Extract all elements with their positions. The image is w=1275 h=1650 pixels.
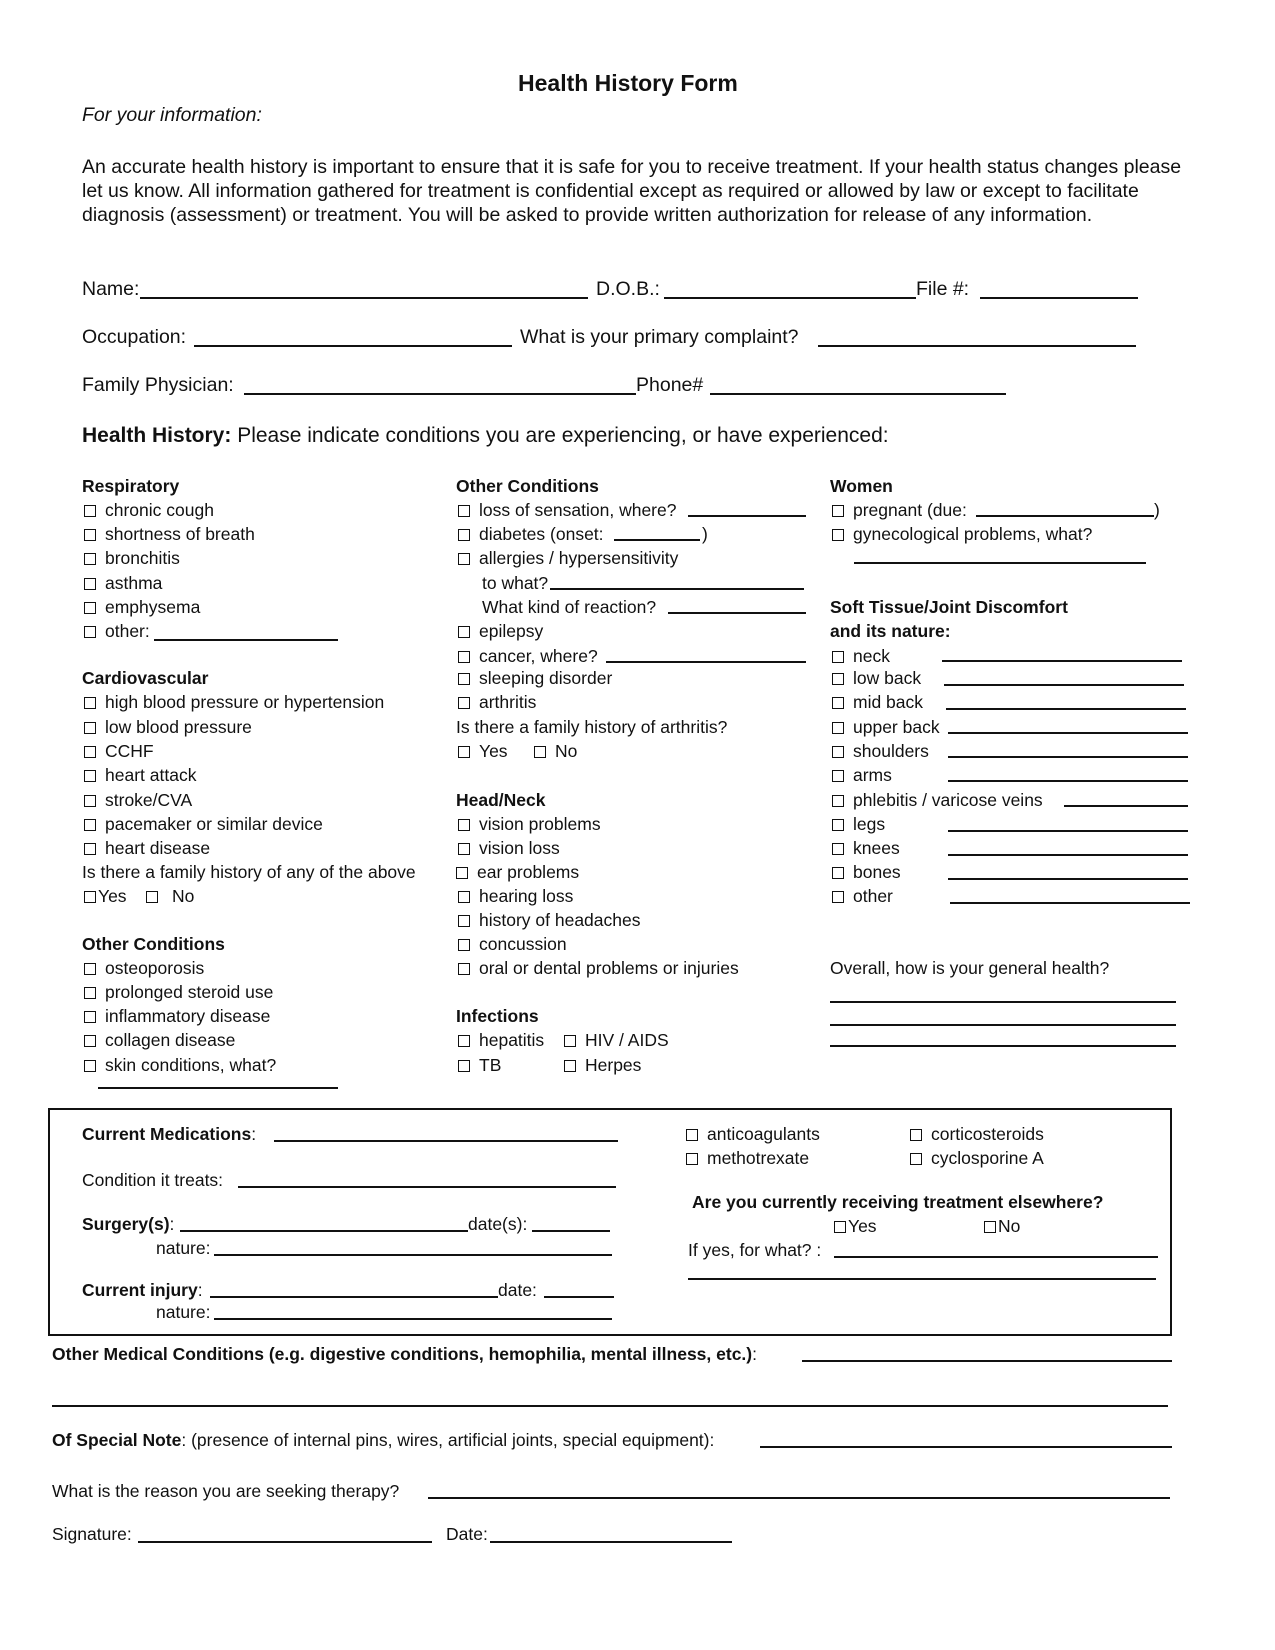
checkbox-box[interactable] [832, 651, 844, 663]
checkbox-box[interactable] [832, 795, 844, 807]
current-injury-field[interactable] [210, 1296, 498, 1298]
label: emphysema [105, 597, 201, 617]
checkbox-box[interactable] [832, 673, 844, 685]
checkbox-tb[interactable] [458, 1055, 501, 1076]
if-yes-field-2[interactable] [688, 1278, 1156, 1280]
head-neck-heading: Head/Neck [456, 790, 546, 810]
checkbox-hiv[interactable] [564, 1030, 669, 1051]
checkbox-box[interactable] [84, 1035, 96, 1047]
condition-treats-field[interactable] [238, 1186, 616, 1188]
checkbox-pregnant[interactable] [832, 500, 967, 521]
checkbox-box[interactable] [458, 1060, 470, 1072]
current-medications-label [82, 1124, 256, 1145]
soft-other-field[interactable] [950, 902, 1190, 904]
special-note-text: Of Special Note [52, 1430, 182, 1450]
label: hepatitis [479, 1030, 545, 1050]
upper-back-field[interactable] [948, 732, 1188, 734]
label: sleeping disorder [479, 668, 613, 688]
other-medical-label [52, 1344, 757, 1365]
checkbox-box[interactable] [456, 867, 468, 879]
checkbox-box[interactable] [84, 553, 96, 565]
checkbox-osteoporosis[interactable] [84, 958, 204, 979]
checkbox-box[interactable] [834, 1221, 846, 1233]
label: No [998, 1216, 1021, 1236]
condition-treats-label: Condition it treats: [82, 1170, 224, 1190]
checkbox-box[interactable] [686, 1153, 698, 1165]
checkbox-box[interactable] [458, 819, 470, 831]
checkbox-heart-attack[interactable] [84, 765, 196, 786]
surgery-nature-field[interactable] [214, 1254, 612, 1256]
checkbox-concussion[interactable] [458, 934, 567, 955]
checkbox-steroid-use[interactable] [84, 982, 273, 1003]
checkbox-emphysema[interactable] [84, 597, 200, 618]
checkbox-box[interactable] [458, 626, 470, 638]
label: shortness of breath [105, 524, 255, 544]
checkbox-box[interactable] [910, 1129, 922, 1141]
checkbox-arms[interactable] [832, 765, 892, 786]
label: bronchitis [105, 548, 180, 568]
therapy-reason-field[interactable] [428, 1497, 1170, 1499]
phone-field[interactable] [710, 393, 1006, 395]
label: shoulders [853, 741, 929, 761]
label: low back [853, 668, 922, 688]
knees-field[interactable] [948, 854, 1188, 856]
special-note-detail: : (presence of internal pins, wires, artificial joints, special equipment): [181, 1430, 715, 1450]
checkbox-box[interactable] [84, 746, 96, 758]
checkbox-box[interactable] [984, 1221, 996, 1233]
injury-nature-label: nature: [156, 1302, 211, 1322]
checkbox-box[interactable] [458, 697, 470, 709]
other-conditions-left-heading: Other Conditions [82, 934, 225, 954]
label: loss of sensation, where? [479, 500, 677, 520]
label: collagen disease [105, 1030, 236, 1050]
diabetes-onset-field[interactable] [614, 539, 700, 541]
physician-label: Family Physician: [82, 374, 234, 396]
checkbox-sleeping[interactable] [458, 668, 612, 689]
checkbox-box[interactable] [832, 891, 844, 903]
checkbox-box[interactable] [84, 963, 96, 975]
label: neck [853, 646, 890, 666]
injury-date-field[interactable] [544, 1296, 614, 1298]
checkbox-shoulders[interactable] [832, 741, 929, 762]
checkbox-box[interactable] [458, 746, 470, 758]
checkbox-bronchitis[interactable] [84, 548, 180, 569]
if-yes-label: If yes, for what? : [688, 1240, 822, 1260]
checkbox-legs[interactable] [832, 814, 885, 835]
checkbox-arthritis[interactable] [458, 692, 536, 713]
current-injury-label [82, 1280, 203, 1301]
checkbox-ear-problems[interactable] [456, 862, 579, 883]
soft-tissue-subheading: and its nature: [830, 621, 951, 641]
label: oral or dental problems or injuries [479, 958, 739, 978]
label: mid back [853, 692, 924, 712]
label: upper back [853, 717, 940, 737]
checkbox-box[interactable] [534, 746, 546, 758]
checkbox-low-back[interactable] [832, 668, 921, 689]
checkbox-box[interactable] [832, 722, 844, 734]
respiratory-other-field[interactable] [154, 639, 338, 641]
current-injury-text: Current injury [82, 1280, 198, 1300]
checkbox-soft-other[interactable] [832, 886, 893, 907]
intro-text: An accurate health history is important to ensure that it is safe for you to receive treatment. If your health status changes please let us know. All information gathered for treatment is confidential except as required or allowed by law or except to facilitate diagnosis (assessment) or treatment. You will be asked to provide written authorization for release of any information. [82, 156, 1182, 226]
checkbox-neck[interactable] [832, 646, 890, 667]
arms-field[interactable] [948, 780, 1188, 782]
checkbox-oral-dental[interactable] [458, 958, 739, 979]
label: other: [105, 621, 150, 641]
label: other [853, 886, 893, 906]
surgery-dates-field[interactable] [532, 1230, 610, 1232]
checkbox-box[interactable] [146, 891, 158, 903]
neck-field[interactable] [942, 660, 1182, 662]
label: osteoporosis [105, 958, 205, 978]
occupation-field[interactable] [194, 345, 512, 347]
respiratory-heading: Respiratory [82, 476, 180, 496]
label: skin conditions, what? [105, 1055, 277, 1075]
checkbox-cchf[interactable] [84, 741, 154, 762]
elsewhere-yes[interactable] [834, 1216, 877, 1237]
checkbox-box[interactable] [84, 1060, 96, 1072]
health-history-heading [82, 424, 889, 448]
legs-field[interactable] [948, 830, 1188, 832]
label: Herpes [585, 1055, 642, 1075]
arthritis-family-question: Is there a family history of arthritis? [456, 717, 728, 737]
treatment-elsewhere-question: Are you currently receiving treatment elsewhere? [692, 1192, 1104, 1212]
soft-tissue-heading: Soft Tissue/Joint Discomfort [830, 597, 1068, 617]
label: legs [853, 814, 886, 834]
label: heart disease [105, 838, 211, 858]
checkbox-box[interactable] [84, 505, 96, 517]
checkbox-hearing-loss[interactable] [458, 886, 573, 907]
checkbox-low-blood-pressure[interactable] [84, 717, 252, 738]
phone-label: Phone# [636, 374, 704, 396]
label: anticoagulants [707, 1124, 820, 1144]
women-heading: Women [830, 476, 893, 496]
surgery-label [82, 1214, 174, 1235]
checkbox-corticosteroids[interactable] [910, 1124, 1044, 1145]
checkbox-box[interactable] [910, 1153, 922, 1165]
loss-sensation-field[interactable] [688, 515, 806, 517]
date-label: Date: [446, 1524, 488, 1544]
checkbox-box[interactable] [832, 867, 844, 879]
label: concussion [479, 934, 567, 954]
pregnant-close: ) [1154, 500, 1160, 520]
label: arms [853, 765, 892, 785]
signature-field[interactable] [138, 1541, 432, 1543]
label: cyclosporine A [931, 1148, 1044, 1168]
checkbox-respiratory-other[interactable] [84, 621, 150, 642]
phlebitis-field[interactable] [1064, 805, 1188, 807]
label: pregnant (due: [853, 500, 967, 520]
special-note-field[interactable] [760, 1446, 1172, 1448]
checkbox-box[interactable] [84, 795, 96, 807]
other-medical-field-2[interactable] [52, 1405, 1168, 1407]
skin-conditions-field[interactable] [98, 1087, 338, 1089]
pregnant-due-field[interactable] [976, 515, 1154, 517]
checkbox-anticoagulants[interactable] [686, 1124, 820, 1145]
page-title: Health History Form [518, 70, 738, 96]
cardio-family-no[interactable] [146, 886, 194, 907]
signature-label: Signature: [52, 1524, 132, 1544]
mid-back-field[interactable] [946, 708, 1186, 710]
arthritis-family-no[interactable] [534, 741, 577, 762]
allergies-to-what-label: to what? [482, 573, 549, 593]
gynecological-field[interactable] [854, 562, 1146, 564]
health-history-instruction: Please indicate conditions you are experiencing, or have experienced: [237, 424, 889, 447]
checkbox-chronic-cough[interactable] [84, 500, 214, 521]
checkbox-box[interactable] [84, 602, 96, 614]
checkbox-box[interactable] [84, 529, 96, 541]
arthritis-family-yes[interactable] [458, 741, 508, 762]
checkbox-box[interactable] [84, 770, 96, 782]
label: arthritis [479, 692, 537, 712]
label: HIV / AIDS [585, 1030, 669, 1050]
label: asthma [105, 573, 163, 593]
checkbox-cancer[interactable] [458, 646, 598, 667]
reaction-field[interactable] [668, 612, 806, 614]
general-health-line-3[interactable] [830, 1045, 1176, 1047]
label: inflammatory disease [105, 1006, 271, 1026]
checkbox-diabetes[interactable] [458, 524, 604, 545]
checkbox-box[interactable] [84, 578, 96, 590]
label: gynecological problems, what? [853, 524, 1093, 544]
complaint-field[interactable] [818, 345, 1136, 347]
label: knees [853, 838, 900, 858]
checkbox-herpes[interactable] [564, 1055, 641, 1076]
checkbox-box[interactable] [84, 891, 96, 903]
bones-field[interactable] [948, 878, 1188, 880]
label: No [172, 886, 195, 906]
checkbox-box[interactable] [458, 963, 470, 975]
checkbox-knees[interactable] [832, 838, 900, 859]
checkbox-box[interactable] [458, 673, 470, 685]
reaction-label: What kind of reaction? [482, 597, 657, 617]
shoulders-field[interactable] [948, 756, 1188, 758]
checkbox-shortness-of-breath[interactable] [84, 524, 255, 545]
label: Yes [479, 741, 508, 761]
checkbox-box[interactable] [458, 939, 470, 951]
info-label: For your information: [82, 104, 262, 126]
checkbox-bones[interactable] [832, 862, 901, 883]
dob-field[interactable] [664, 297, 916, 299]
other-conditions-mid-heading: Other Conditions [456, 476, 599, 496]
label: phlebitis / varicose veins [853, 790, 1043, 810]
injury-nature-field[interactable] [214, 1318, 612, 1320]
occupation-label: Occupation: [82, 326, 187, 348]
surgery-text: Surgery(s) [82, 1214, 170, 1234]
checkbox-heart-disease[interactable] [84, 838, 210, 859]
label: low blood pressure [105, 717, 252, 737]
colon: : [197, 1280, 203, 1300]
label: vision problems [479, 814, 601, 834]
checkbox-box[interactable] [832, 505, 844, 517]
label: stroke/CVA [105, 790, 193, 810]
checkbox-vision-problems[interactable] [458, 814, 601, 835]
checkbox-box[interactable] [458, 843, 470, 855]
other-medical-text: Other Medical Conditions (e.g. digestive conditions, hemophilia, mental illness, etc.) [52, 1344, 753, 1364]
infections-heading: Infections [456, 1006, 539, 1026]
label: bones [853, 862, 901, 882]
current-medications-text: Current Medications [82, 1124, 252, 1144]
checkbox-box[interactable] [832, 819, 844, 831]
label: TB [479, 1055, 502, 1075]
surgery-dates-label: date(s): [468, 1214, 528, 1234]
checkbox-vision-loss[interactable] [458, 838, 560, 859]
checkbox-box[interactable] [84, 626, 96, 638]
checkbox-box[interactable] [832, 697, 844, 709]
checkbox-stroke[interactable] [84, 790, 192, 811]
checkbox-collagen[interactable] [84, 1030, 235, 1051]
cardio-family-yes[interactable] [84, 886, 127, 907]
surgery-nature-label: nature: [156, 1238, 211, 1258]
label: corticosteroids [931, 1124, 1044, 1144]
label: Yes [848, 1216, 877, 1236]
label: diabetes (onset: [479, 524, 604, 544]
label: prolonged steroid use [105, 982, 274, 1002]
label: methotrexate [707, 1148, 810, 1168]
general-health-line-2[interactable] [830, 1024, 1176, 1026]
checkbox-box[interactable] [84, 987, 96, 999]
checkbox-box[interactable] [832, 529, 844, 541]
therapy-reason-label: What is the reason you are seeking therapy? [52, 1481, 400, 1501]
checkbox-methotrexate[interactable] [686, 1148, 809, 1169]
checkbox-box[interactable] [458, 891, 470, 903]
label: allergies / hypersensitivity [479, 548, 679, 568]
label: hearing loss [479, 886, 574, 906]
checkbox-hypertension[interactable] [84, 692, 384, 713]
label: cancer, where? [479, 646, 598, 666]
colon: : [169, 1214, 175, 1234]
checkbox-epilepsy[interactable] [458, 621, 543, 642]
checkbox-headaches[interactable] [458, 910, 641, 931]
allergies-to-what-field[interactable] [550, 588, 804, 590]
checkbox-box[interactable] [458, 651, 470, 663]
general-health-line-1[interactable] [830, 1001, 1176, 1003]
checkbox-cyclosporine[interactable] [910, 1148, 1044, 1169]
label: epilepsy [479, 621, 544, 641]
surgery-field[interactable] [180, 1230, 468, 1232]
injury-date-label: date: [498, 1280, 537, 1300]
name-label: Name: [82, 278, 140, 300]
name-field[interactable] [140, 297, 588, 299]
if-yes-field[interactable] [834, 1256, 1158, 1258]
checkbox-box[interactable] [458, 529, 470, 541]
file-field[interactable] [980, 297, 1138, 299]
file-label: File #: [916, 278, 970, 300]
cancer-field[interactable] [606, 661, 806, 663]
cardiovascular-heading: Cardiovascular [82, 668, 209, 688]
checkbox-box[interactable] [832, 746, 844, 758]
checkbox-box[interactable] [458, 553, 470, 565]
checkbox-asthma[interactable] [84, 573, 162, 594]
label: No [555, 741, 578, 761]
checkbox-allergies[interactable] [458, 548, 678, 569]
other-medical-field[interactable] [802, 1360, 1172, 1362]
checkbox-box[interactable] [84, 697, 96, 709]
label: vision loss [479, 838, 560, 858]
label: Yes [98, 886, 127, 906]
physician-field[interactable] [244, 393, 636, 395]
cardio-family-question: Is there a family history of any of the above [82, 862, 416, 882]
checkbox-box[interactable] [84, 1011, 96, 1023]
checkbox-phlebitis[interactable] [832, 790, 1043, 811]
checkbox-mid-back[interactable] [832, 692, 923, 713]
label: heart attack [105, 765, 197, 785]
label: pacemaker or similar device [105, 814, 323, 834]
checkbox-skin[interactable] [84, 1055, 276, 1076]
checkbox-pacemaker[interactable] [84, 814, 323, 835]
checkbox-box[interactable] [84, 722, 96, 734]
special-note-label [52, 1430, 714, 1451]
complaint-label: What is your primary complaint? [520, 326, 799, 348]
date-field[interactable] [490, 1541, 732, 1543]
checkbox-box[interactable] [458, 1035, 470, 1047]
label: history of headaches [479, 910, 641, 930]
checkbox-box[interactable] [458, 505, 470, 517]
checkbox-box[interactable] [84, 819, 96, 831]
checkbox-gynecological[interactable] [832, 524, 1092, 545]
checkbox-inflammatory[interactable] [84, 1006, 270, 1027]
colon: : [251, 1124, 257, 1144]
checkbox-upper-back[interactable] [832, 717, 940, 738]
elsewhere-no[interactable] [984, 1216, 1020, 1237]
label: chronic cough [105, 500, 214, 520]
checkbox-box[interactable] [832, 843, 844, 855]
checkbox-box[interactable] [84, 843, 96, 855]
checkbox-box[interactable] [686, 1129, 698, 1141]
label: high blood pressure or hypertension [105, 692, 385, 712]
colon: : [752, 1344, 757, 1364]
checkbox-box[interactable] [458, 915, 470, 927]
current-medications-field[interactable] [274, 1140, 618, 1142]
dob-label: D.O.B.: [596, 278, 660, 300]
checkbox-box[interactable] [832, 770, 844, 782]
checkbox-box[interactable] [564, 1060, 576, 1072]
low-back-field[interactable] [944, 684, 1184, 686]
health-history-label: Health History: [82, 424, 232, 447]
label: CCHF [105, 741, 154, 761]
label: ear problems [477, 862, 580, 882]
diabetes-close: ) [702, 524, 708, 544]
checkbox-hepatitis[interactable] [458, 1030, 544, 1051]
checkbox-box[interactable] [564, 1035, 576, 1047]
checkbox-loss-sensation[interactable] [458, 500, 676, 521]
general-health-label: Overall, how is your general health? [830, 958, 1110, 978]
